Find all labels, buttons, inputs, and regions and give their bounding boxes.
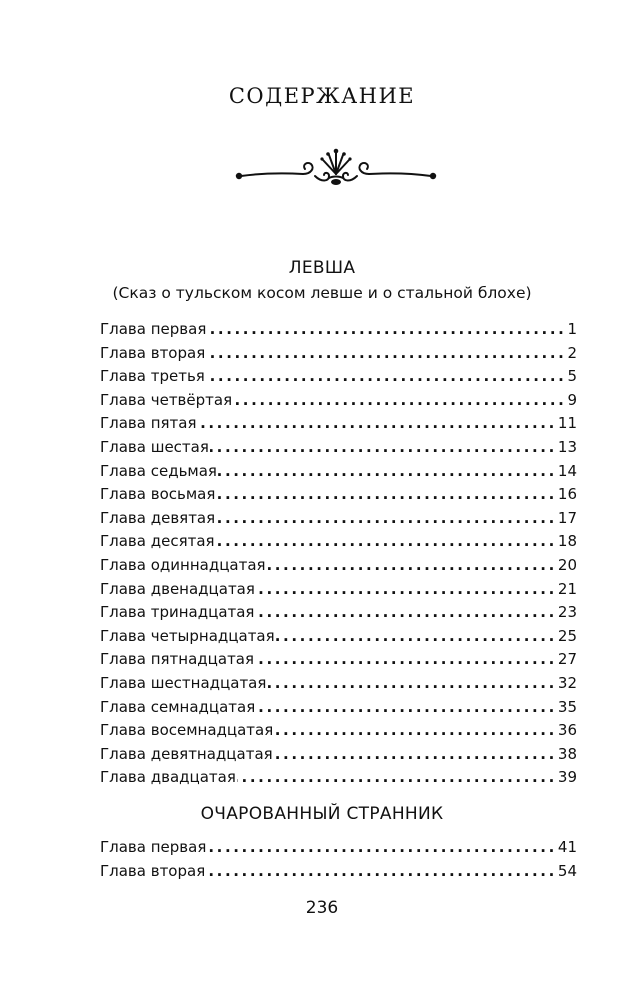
toc-list-ocharovanny-strannik <box>100 836 577 883</box>
toc-entry[interactable] <box>100 412 577 436</box>
toc-entry-label: Глава девятая <box>100 508 216 527</box>
toc-leader-dots <box>206 365 567 389</box>
toc-entry[interactable] <box>100 530 577 554</box>
toc-entry-label: Глава пятнадцатая <box>100 650 255 669</box>
toc-entry-page-number: 17 <box>557 508 577 527</box>
toc-leader-dots <box>256 578 557 602</box>
page-title: СОДЕРЖАНИЕ <box>228 84 416 108</box>
toc-leader-dots <box>276 625 557 649</box>
toc-leader-dots <box>207 318 566 342</box>
toc-entry[interactable] <box>100 460 577 484</box>
toc-entry-page-number: 41 <box>557 838 577 856</box>
toc-entry[interactable] <box>100 578 577 602</box>
toc-entry[interactable] <box>100 696 577 720</box>
toc-entry[interactable] <box>100 318 577 342</box>
toc-leader-dots <box>198 412 557 436</box>
toc-leader-dots <box>216 507 557 531</box>
toc-leader-dots <box>255 648 557 672</box>
toc-entry-label: Глава первая <box>100 838 207 856</box>
toc-entry[interactable] <box>100 743 577 767</box>
toc-entry[interactable] <box>100 507 577 531</box>
toc-entry[interactable] <box>100 342 577 366</box>
toc-leader-dots <box>267 672 557 696</box>
toc-entry-page-number: 11 <box>557 414 577 433</box>
toc-leader-dots <box>207 836 557 860</box>
toc-leader-dots <box>218 460 557 484</box>
toc-entry-label: Глава девятнадцатая <box>100 744 273 763</box>
toc-entry-page-number: 16 <box>557 485 577 504</box>
toc-entry-label: Глава семнадцатая <box>100 697 256 716</box>
toc-entry-page-number: 13 <box>557 437 577 456</box>
toc-leader-dots <box>274 719 557 743</box>
toc-entry-page-number: 39 <box>557 768 577 787</box>
toc-entry-label: Глава тринадцатая <box>100 603 255 622</box>
toc-entry-page-number: 23 <box>557 603 577 622</box>
toc-entry[interactable] <box>100 672 577 696</box>
toc-leader-dots <box>256 696 557 720</box>
toc-entry-page-number: 1 <box>567 320 577 338</box>
toc-entry-label: Глава восемнадцатая <box>100 721 274 740</box>
toc-leader-dots <box>237 766 557 790</box>
toc-entry-label: Глава третья <box>100 367 205 386</box>
toc-entry-page-number: 18 <box>557 532 577 551</box>
toc-entry-label: Глава двенадцатая <box>100 579 255 598</box>
toc-entry[interactable] <box>100 766 577 790</box>
toc-entry[interactable] <box>100 601 577 625</box>
toc-entry-label: Глава первая <box>100 320 207 338</box>
toc-entry[interactable] <box>100 719 577 743</box>
toc-leader-dots <box>274 743 557 767</box>
toc-entry-page-number: 38 <box>557 744 577 763</box>
toc-entry-label: Глава восьмая <box>100 485 216 504</box>
toc-leader-dots <box>206 342 566 366</box>
toc-leader-dots <box>216 530 557 554</box>
toc-leader-dots <box>206 860 557 884</box>
toc-leader-dots <box>216 483 557 507</box>
toc-entry[interactable] <box>100 836 577 860</box>
toc-entry[interactable] <box>100 648 577 672</box>
toc-entry-page-number: 5 <box>567 367 577 386</box>
toc-entry-page-number: 32 <box>557 673 577 692</box>
toc-entry-label: Глава вторая <box>100 861 206 880</box>
toc-entry-page-number: 25 <box>557 626 577 645</box>
toc-entry-page-number: 54 <box>557 861 577 880</box>
toc-entry-page-number: 21 <box>557 579 577 598</box>
toc-entry-label: Глава двадцатая <box>100 768 236 787</box>
flourish-divider-icon <box>233 146 439 190</box>
toc-entry-page-number: 36 <box>557 721 577 740</box>
toc-entry-label: Глава четвёртая <box>100 390 233 409</box>
toc-entry-label: Глава вторая <box>100 343 206 362</box>
toc-entry[interactable] <box>100 389 577 413</box>
toc-entry-label: Глава шестая <box>100 437 209 456</box>
section-title-levsha: ЛЕВША <box>288 258 356 278</box>
toc-entry-page-number: 27 <box>557 650 577 669</box>
toc-entry-page-number: 14 <box>557 461 577 480</box>
toc-entry[interactable] <box>100 860 577 884</box>
toc-entry-page-number: 2 <box>567 343 577 362</box>
page-number: 236 <box>305 898 339 918</box>
toc-entry[interactable] <box>100 365 577 389</box>
toc-entry-label: Глава седьмая <box>100 461 217 480</box>
toc-entry-page-number: 20 <box>557 555 577 574</box>
toc-entry[interactable] <box>100 625 577 649</box>
toc-entry-label: Глава одиннадцатая <box>100 555 266 574</box>
toc-entry-label: Глава десятая <box>100 532 215 551</box>
toc-list-levsha <box>100 318 577 790</box>
toc-entry-label: Глава шестнадцатая <box>100 673 267 692</box>
toc-entry-page-number: 35 <box>557 697 577 716</box>
toc-entry[interactable] <box>100 436 577 460</box>
section-subtitle-levsha: (Сказ о тульском косом левше и о стальной блохе) <box>112 284 532 302</box>
toc-leader-dots <box>210 436 557 460</box>
toc-entry-label: Глава пятая <box>100 414 197 433</box>
toc-leader-dots <box>233 389 566 413</box>
toc-leader-dots <box>255 601 556 625</box>
toc-entry[interactable] <box>100 554 577 578</box>
toc-entry-page-number: 9 <box>567 390 577 409</box>
toc-entry-label: Глава четырнадцатая <box>100 626 275 645</box>
section-title-ocharovanny-strannik: ОЧАРОВАННЫЙ СТРАННИК <box>200 804 444 824</box>
toc-leader-dots <box>267 554 557 578</box>
toc-entry[interactable] <box>100 483 577 507</box>
